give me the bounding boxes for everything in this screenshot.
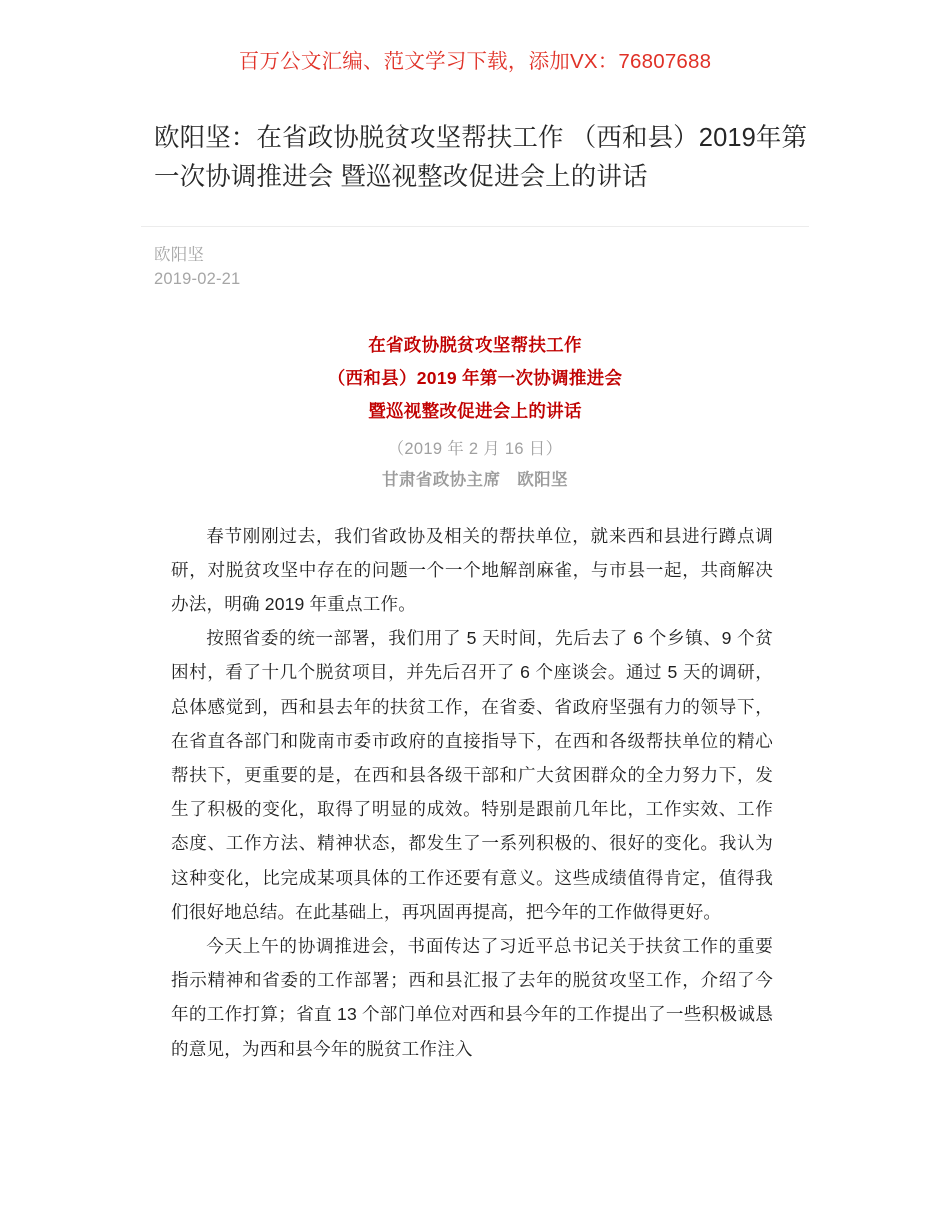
speech-heading-line-1: 在省政协脱贫攻坚帮扶工作 [368,334,582,355]
article-date: 2019-02-21 [154,269,241,288]
speech-byline: 甘肃省政协主席 欧阳坚 [382,470,568,489]
page-title: 欧阳坚：在省政协脱贫攻坚帮扶工作 （西和县）2019年第一次协调推进会 暨巡视整改促进会上的讲话 [154,123,808,191]
article-meta [141,227,809,291]
speech-heading-line-3: 暨巡视整改促进会上的讲话 [368,400,582,421]
speech-heading [141,329,809,428]
speech-paragraph: 春节刚刚过去，我们省政协及相关的帮扶单位，就来西和县进行蹲点调研，对脱贫攻坚中存在的问题一个一个地解剖麻雀，与市县一起，共商解决办法，明确 2019 年重点工作。 [171,525,773,614]
speech-paragraphs [141,495,809,1066]
article-author: 欧阳坚 [154,245,205,264]
promo-banner [0,0,950,73]
speech-paragraph: 按照省委的统一部署，我们用了 5 天时间，先后去了 6 个乡镇、9 个贫困村，看了十几个脱贫项目，并先后召开了 6 个座谈会。通过 5 天的调研，总体感觉到，西和县去年的扶贫工作，在省委、省政府坚强有力的领导下，在省直各部门和陇南市委市政府的直接指导下，在西和各级帮扶单位的精心帮扶下，更重要的是，在西和县各级干部和广大贫困群众的全力努力下，发生了积极的变化，取得了明显的成效。特别是跟前几年比，工作实效、工作态度、工作方法、精神状态，都发生了一系列积极的、很好的变化。我认为这种变化，比完成某项具体的工作还要有意义。这些成绩值得肯定，值得我们很好地总结。在此基础上，再巩固再提高，把今年的工作做得更好。 [171,628,773,922]
promo-banner-text: 百万公文汇编、范文学习下载，添加VX：76807688 [238,50,712,73]
speech-paragraph: 今天上午的协调推进会，书面传达了习近平总书记关于扶贫工作的重要指示精神和省委的工作部署；西和县汇报了去年的脱贫攻坚工作，介绍了今年的工作打算；省直 13 个部门单位对西和县今年的工作提出了一些积极诚恳的意见，为西和县今年的脱贫工作注入 [171,935,773,1059]
speech-heading-line-2: （西和县）2019 年第一次协调推进会 [327,367,623,388]
article-content [141,73,809,1066]
speech-date-line: （2019 年 2 月 16 日） [387,439,563,458]
speech-document [141,291,809,1066]
